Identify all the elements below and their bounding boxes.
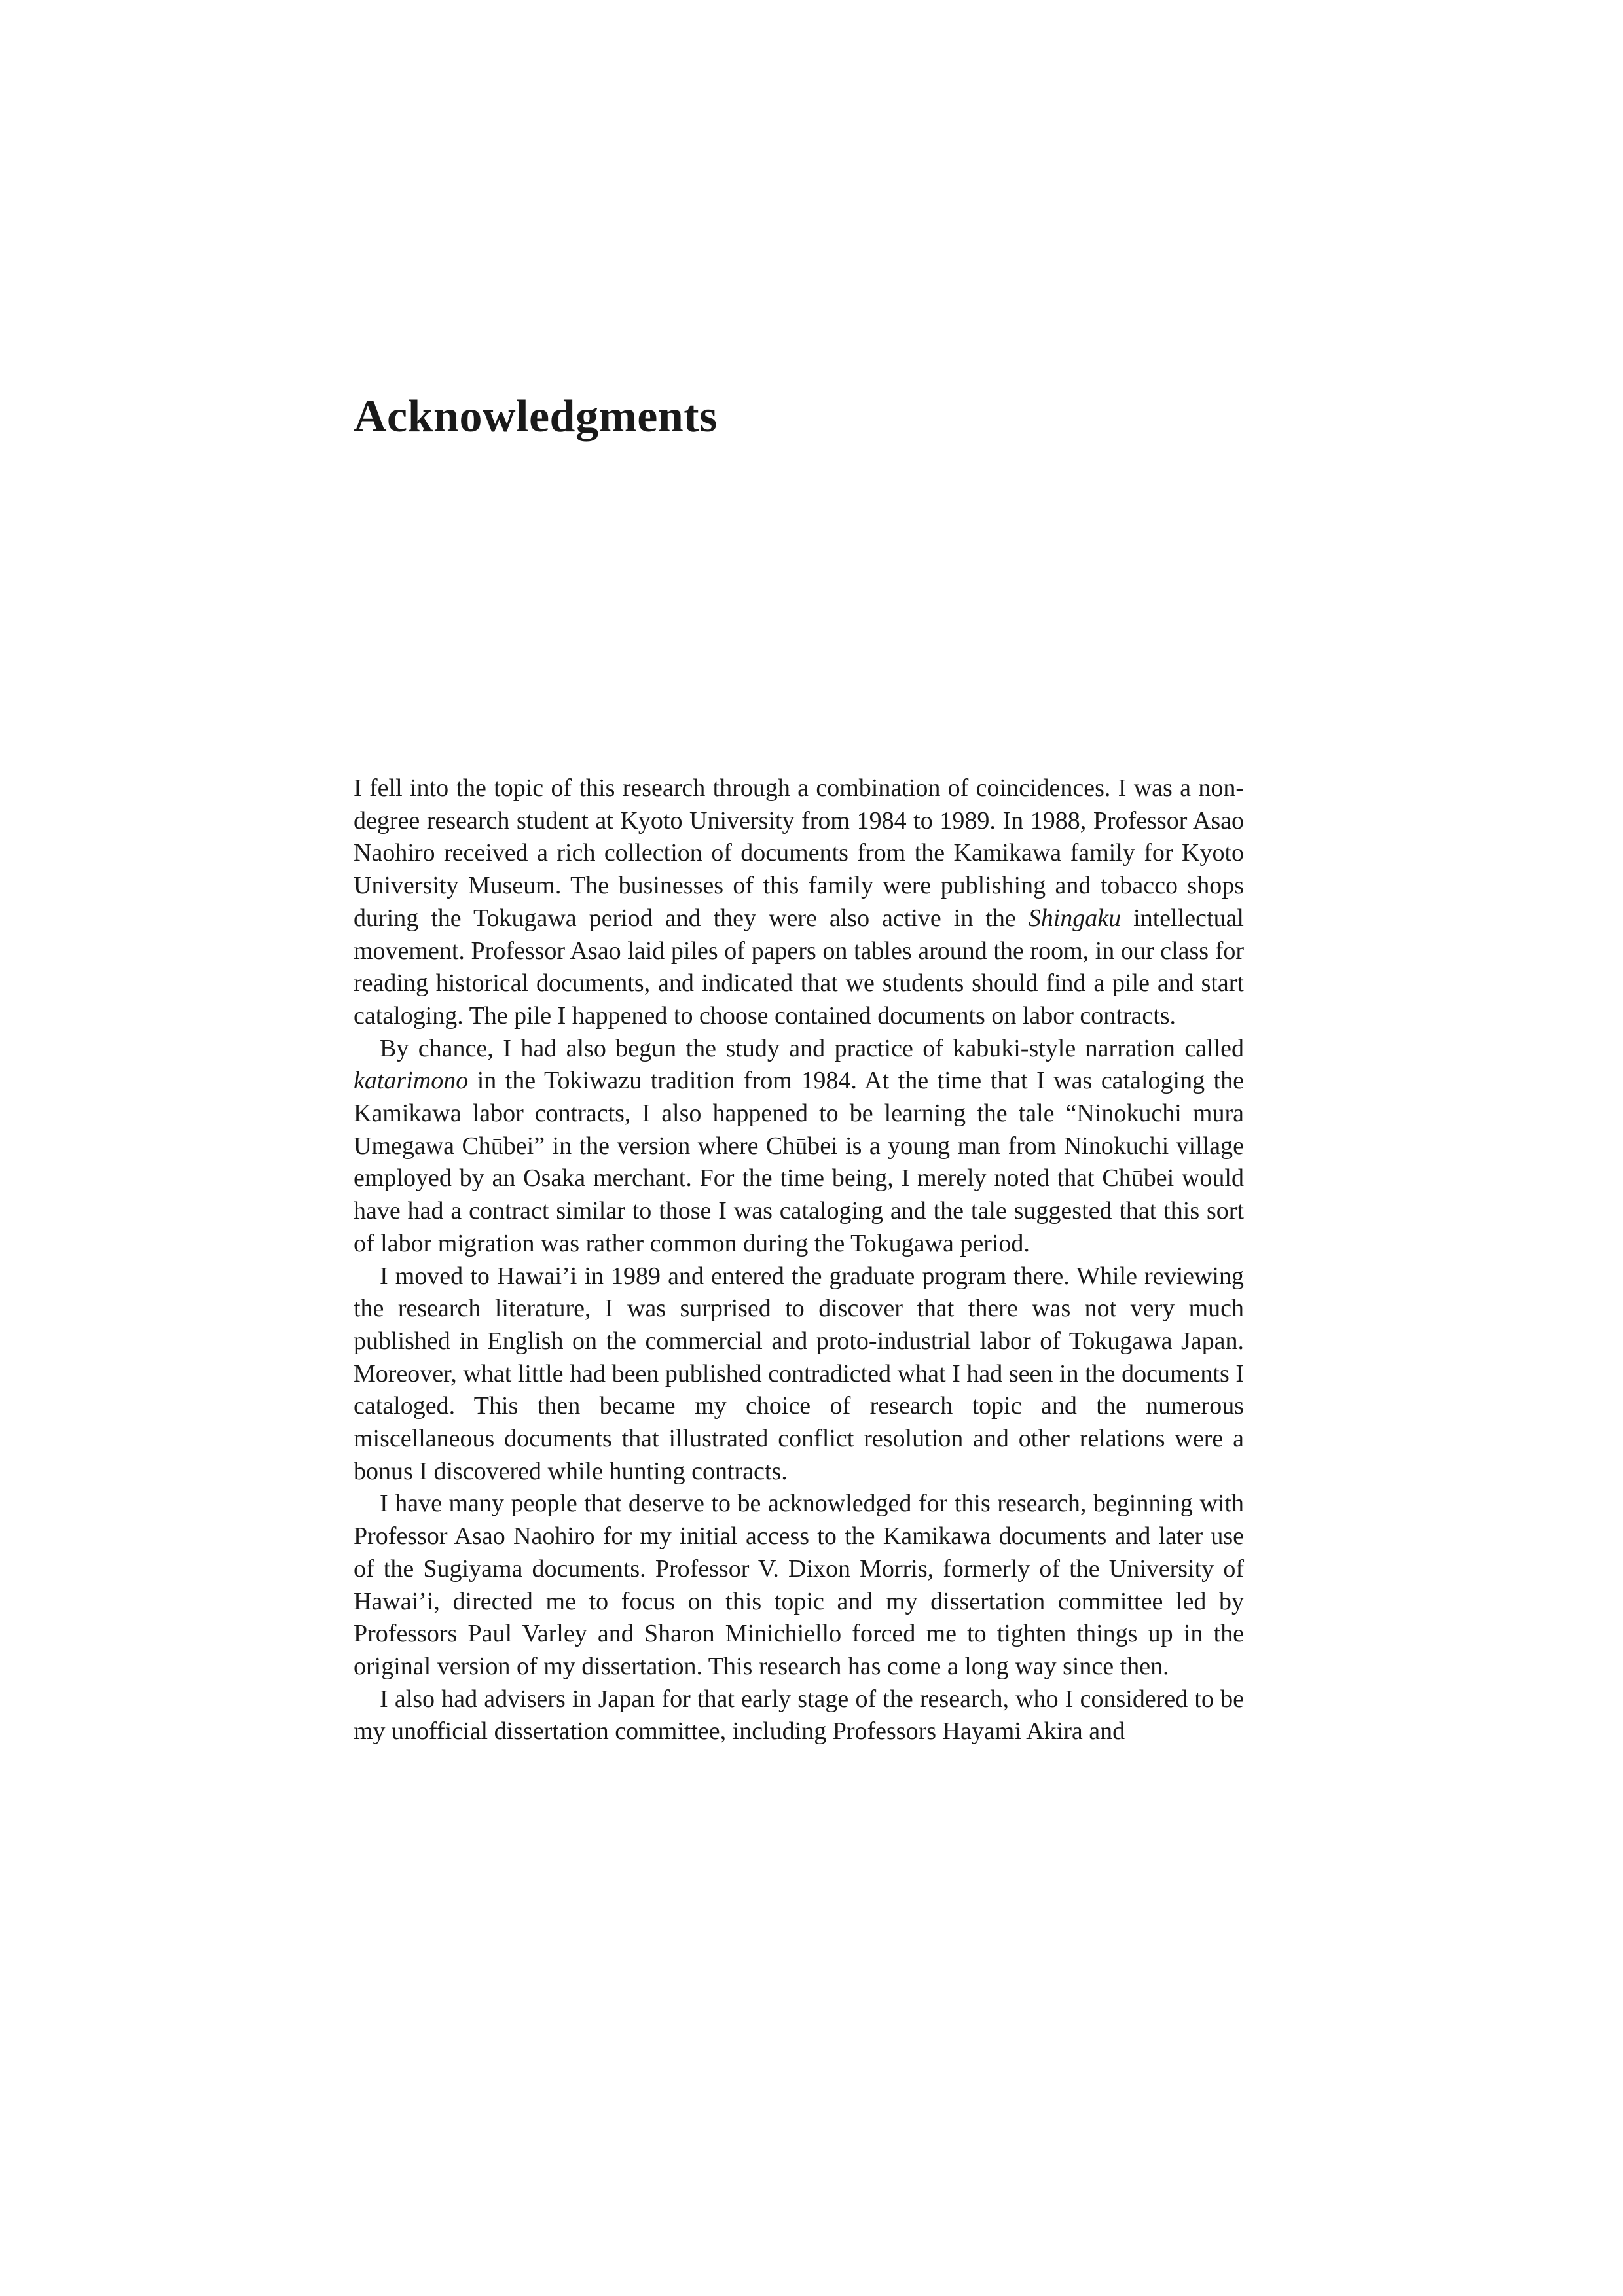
chapter-title: Acknowledgments bbox=[354, 391, 718, 442]
paragraph-2 bbox=[354, 1033, 1244, 1261]
italic-term: katarimono bbox=[354, 1067, 469, 1095]
paragraph-text: intellectual movement. Professor Asao laid piles of papers on tables around the room, in our class for reading historical documents, and indicated that we students should find a pile and start cataloging. The pile I happened to choose contained documents on labor contracts. bbox=[354, 904, 1244, 1030]
paragraph-text: in the Tokiwazu tradition from 1984. At the time that I was cataloging the Kamikawa labor contracts, I also happened to be learning the tale “Ninokuchi mura Umegawa Chūbei” in the version where Chūbei is a young man from Ninokuchi village employed by an Osaka merchant. For the time being, I merely noted that Chūbei would have had a contract similar to those I was cataloging and the tale suggested that this sort of labor migration was rather common during the Tokugawa period. bbox=[354, 1067, 1244, 1257]
italic-term: Shingaku bbox=[1028, 904, 1122, 932]
paragraph-text: I have many people that deserve to be acknowledged for this research, beginning with Professor Asao Naohiro for my initial access to the Kamikawa documents and later use of the Sugiyama documents. Professor V. Dixon Morris, formerly of the University of Hawai’i, directed me to focus on this topic and my dissertation committee led by Professors Paul Varley and Sharon Minichiello forced me to tighten things up in the original version of my dissertation. This research has come a long way since then. bbox=[354, 1490, 1244, 1680]
paragraph-text: I moved to Hawai’i in 1989 and entered the graduate program there. While reviewing the research literature, I was surprised to discover that there was not very much published in English on the commercial and proto-industrial labor of Tokugawa Japan. Moreover, what little had been published contradicted what I had seen in the documents I cataloged. This then became my choice of research topic and the numerous miscellaneous documents that illustrated conflict resolution and other relations were a bonus I discovered while hunting contracts. bbox=[354, 1262, 1244, 1485]
paragraph-text: I fell into the topic of this research through a combination of coincidences. I was a non-degree research student at Kyoto University from 1984 to 1989. In 1988, Professor Asao Naohiro received a rich collection of documents from the Kamikawa family for Kyoto University Museum. The businesses of this family were publishing and tobacco shops during the Tokugawa period and they were also active in the bbox=[354, 774, 1244, 932]
paragraph-5 bbox=[354, 1683, 1244, 1748]
paragraph-4 bbox=[354, 1488, 1244, 1683]
body-text bbox=[354, 772, 1244, 1748]
paragraph-3 bbox=[354, 1261, 1244, 1488]
paragraph-1 bbox=[354, 772, 1244, 1033]
paragraph-text: By chance, I had also begun the study and practice of kabuki-style narration called bbox=[380, 1034, 1244, 1062]
paragraph-text: I also had advisers in Japan for that early stage of the research, who I considered to be my unofficial dissertation committee, including Professors Hayami Akira and bbox=[354, 1685, 1244, 1746]
